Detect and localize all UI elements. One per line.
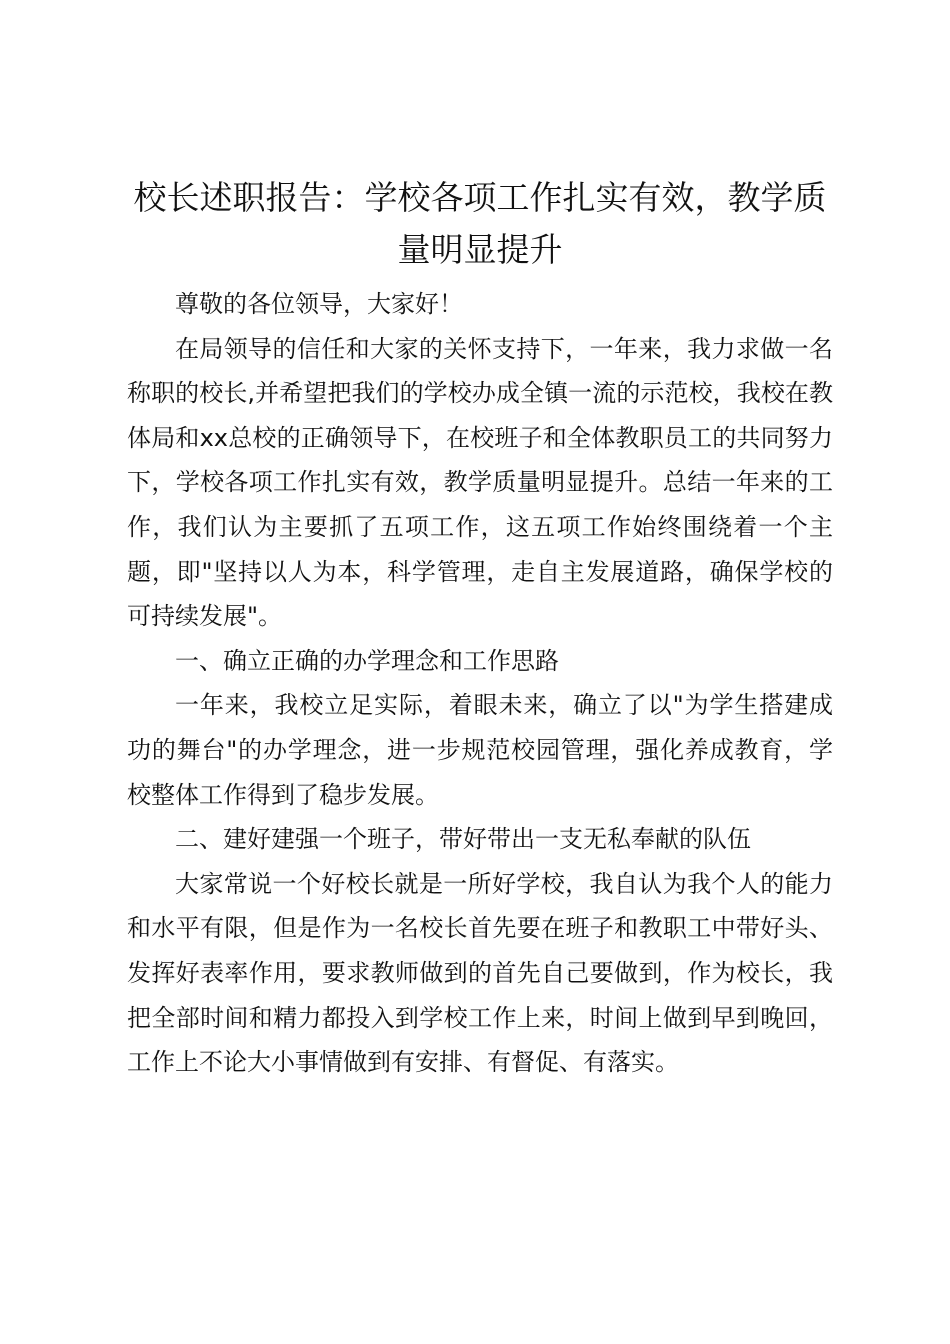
section-heading-1: 一、确立正确的办学理念和工作思路 [175,646,559,675]
section-2-paragraph: 大家常说一个好校长就是一所好学校，我自认为我个人的能力和水平有限，但是作为一名校长首先要在班子和教职工中带好头、发挥好表率作用，要求教师做到的首先自己要做到，作为校长，我把全部时间和精力都投入到学校工作上来，时间上做到早到晚回，工作上不论大小事情做到有安排、有督促、有落实。 [127,869,833,1077]
section-1-paragraph: 一年来，我校立足实际，着眼未来，确立了以"为学生搭建成功的舞台"的办学理念，进一步规范校园管理，强化养成教育，学校整体工作得到了稳步发展。 [127,691,833,809]
greeting-paragraph: 尊敬的各位领导，大家好！ [175,290,463,318]
section-heading-2: 二、建好建强一个班子，带好带出一支无私奉献的队伍 [175,825,751,854]
document-title: 校长述职报告：学校各项工作扎实有效，教学质量明显提升 [133,178,827,269]
document-page [127,172,833,1085]
intro-paragraph: 在局领导的信任和大家的关怀支持下，一年来，我力求做一名称职的校长,并希望把我们的学校办成全镇一流的示范校，我校在教体局和xx总校的正确领导下，在校班子和全体教职员工的共同努力下，学校各项工作扎实有效，教学质量明显提升。总结一年来的工作，我们认为主要抓了五项工作，这五项工作始终围绕着一个主题，即"坚持以人为本，科学管理，走自主发展道路，确保学校的可持续发展"。 [127,334,833,631]
